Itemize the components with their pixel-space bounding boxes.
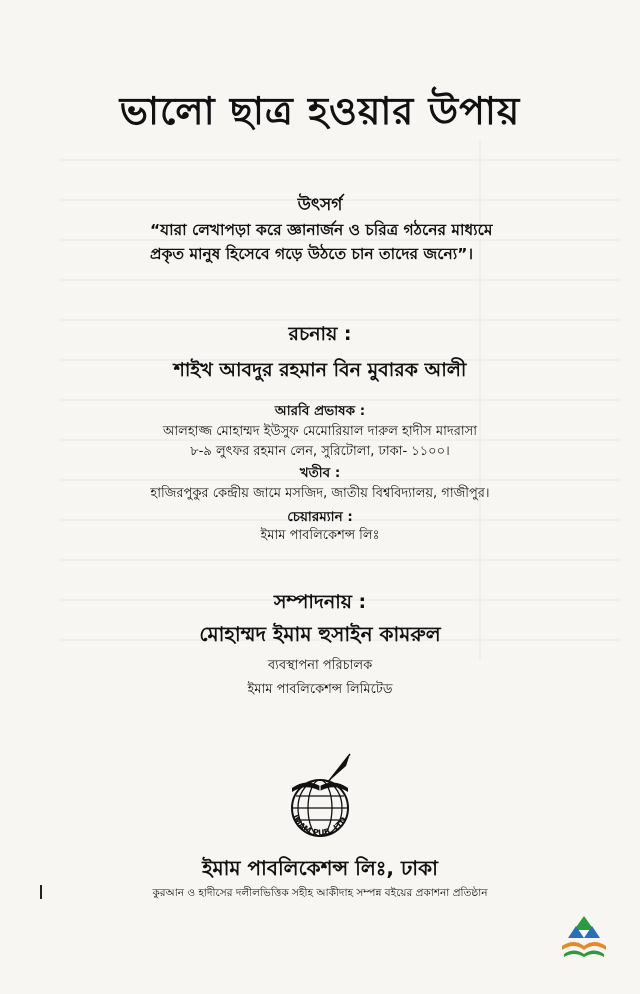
editor-heading: সম্পাদনায় : bbox=[273, 591, 367, 613]
chairman-org: ইমাম পাবলিকেশন্স লিঃ bbox=[260, 528, 380, 543]
editor-name: মোহাম্মদ ইমাম হুসাইন কামরুল bbox=[199, 622, 441, 646]
dedication-line-2: প্রকৃত মানুষ হিসেবে গড়ে উঠতে চান তাদের জন্যে”। bbox=[150, 245, 473, 263]
author-name: শাইখ আবদুর রহমান বিন মুবারক আলী bbox=[173, 359, 467, 381]
book-title: ভালো ছাত্র হওয়ার উপায় bbox=[119, 89, 521, 133]
author-heading: রচনায় : bbox=[288, 323, 352, 345]
dedication-text bbox=[150, 218, 530, 266]
madrasa-name: আলহাজ্জ মোহাম্মদ ইউসুফ মেমোরিয়াল দারুল হাদীস মাদরাসা bbox=[163, 424, 477, 439]
dedication-heading: উৎসর্গ bbox=[297, 195, 343, 215]
author-role-lecturer: আরবি প্রভাষক : bbox=[274, 403, 366, 419]
madrasa-address: ৮-৯ লুৎফর রহমান লেন, সুরিটোলা, ঢাকা- ১১০০। bbox=[190, 444, 450, 459]
emblem-text: IMAM PUB. LTD. bbox=[290, 813, 350, 838]
editor-role: ব্যবস্থাপনা পরিচালক bbox=[267, 658, 373, 673]
mosque-name: হাজিরপুকুর কেন্দ্রীয় জামে মসজিদ, জাতীয় বিশ্ববিদ্যালয়, গাজীপুর। bbox=[150, 486, 490, 501]
svg-text:IMAM PUB. LTD. bbox=[290, 813, 349, 837]
globe-book-quill-icon bbox=[270, 748, 370, 848]
publisher-name: ইমাম পাবলিকেশন্স লিঃ, ঢাকা bbox=[202, 856, 438, 880]
editor-org: ইমাম পাবলিকেশন্স লিমিটেড bbox=[247, 682, 393, 697]
publisher-tagline: কুরআন ও হাদীসের দলীলভিত্তিক সহীহ আকীদাহ সম্পন্ন বইয়ের প্রকাশনা প্রতিষ্ঠান bbox=[152, 887, 488, 899]
author-role-khatib: খতীব : bbox=[299, 465, 341, 481]
dedication-line-1: “যারা লেখাপড়া করে জ্ঞানার্জন ও চরিত্র গঠনের মাধ্যমে bbox=[150, 221, 493, 239]
author-role-chairman: চেয়ারম্যান : bbox=[287, 509, 353, 525]
margin-mark bbox=[40, 885, 42, 899]
book-mountain-logo-icon bbox=[556, 912, 612, 968]
